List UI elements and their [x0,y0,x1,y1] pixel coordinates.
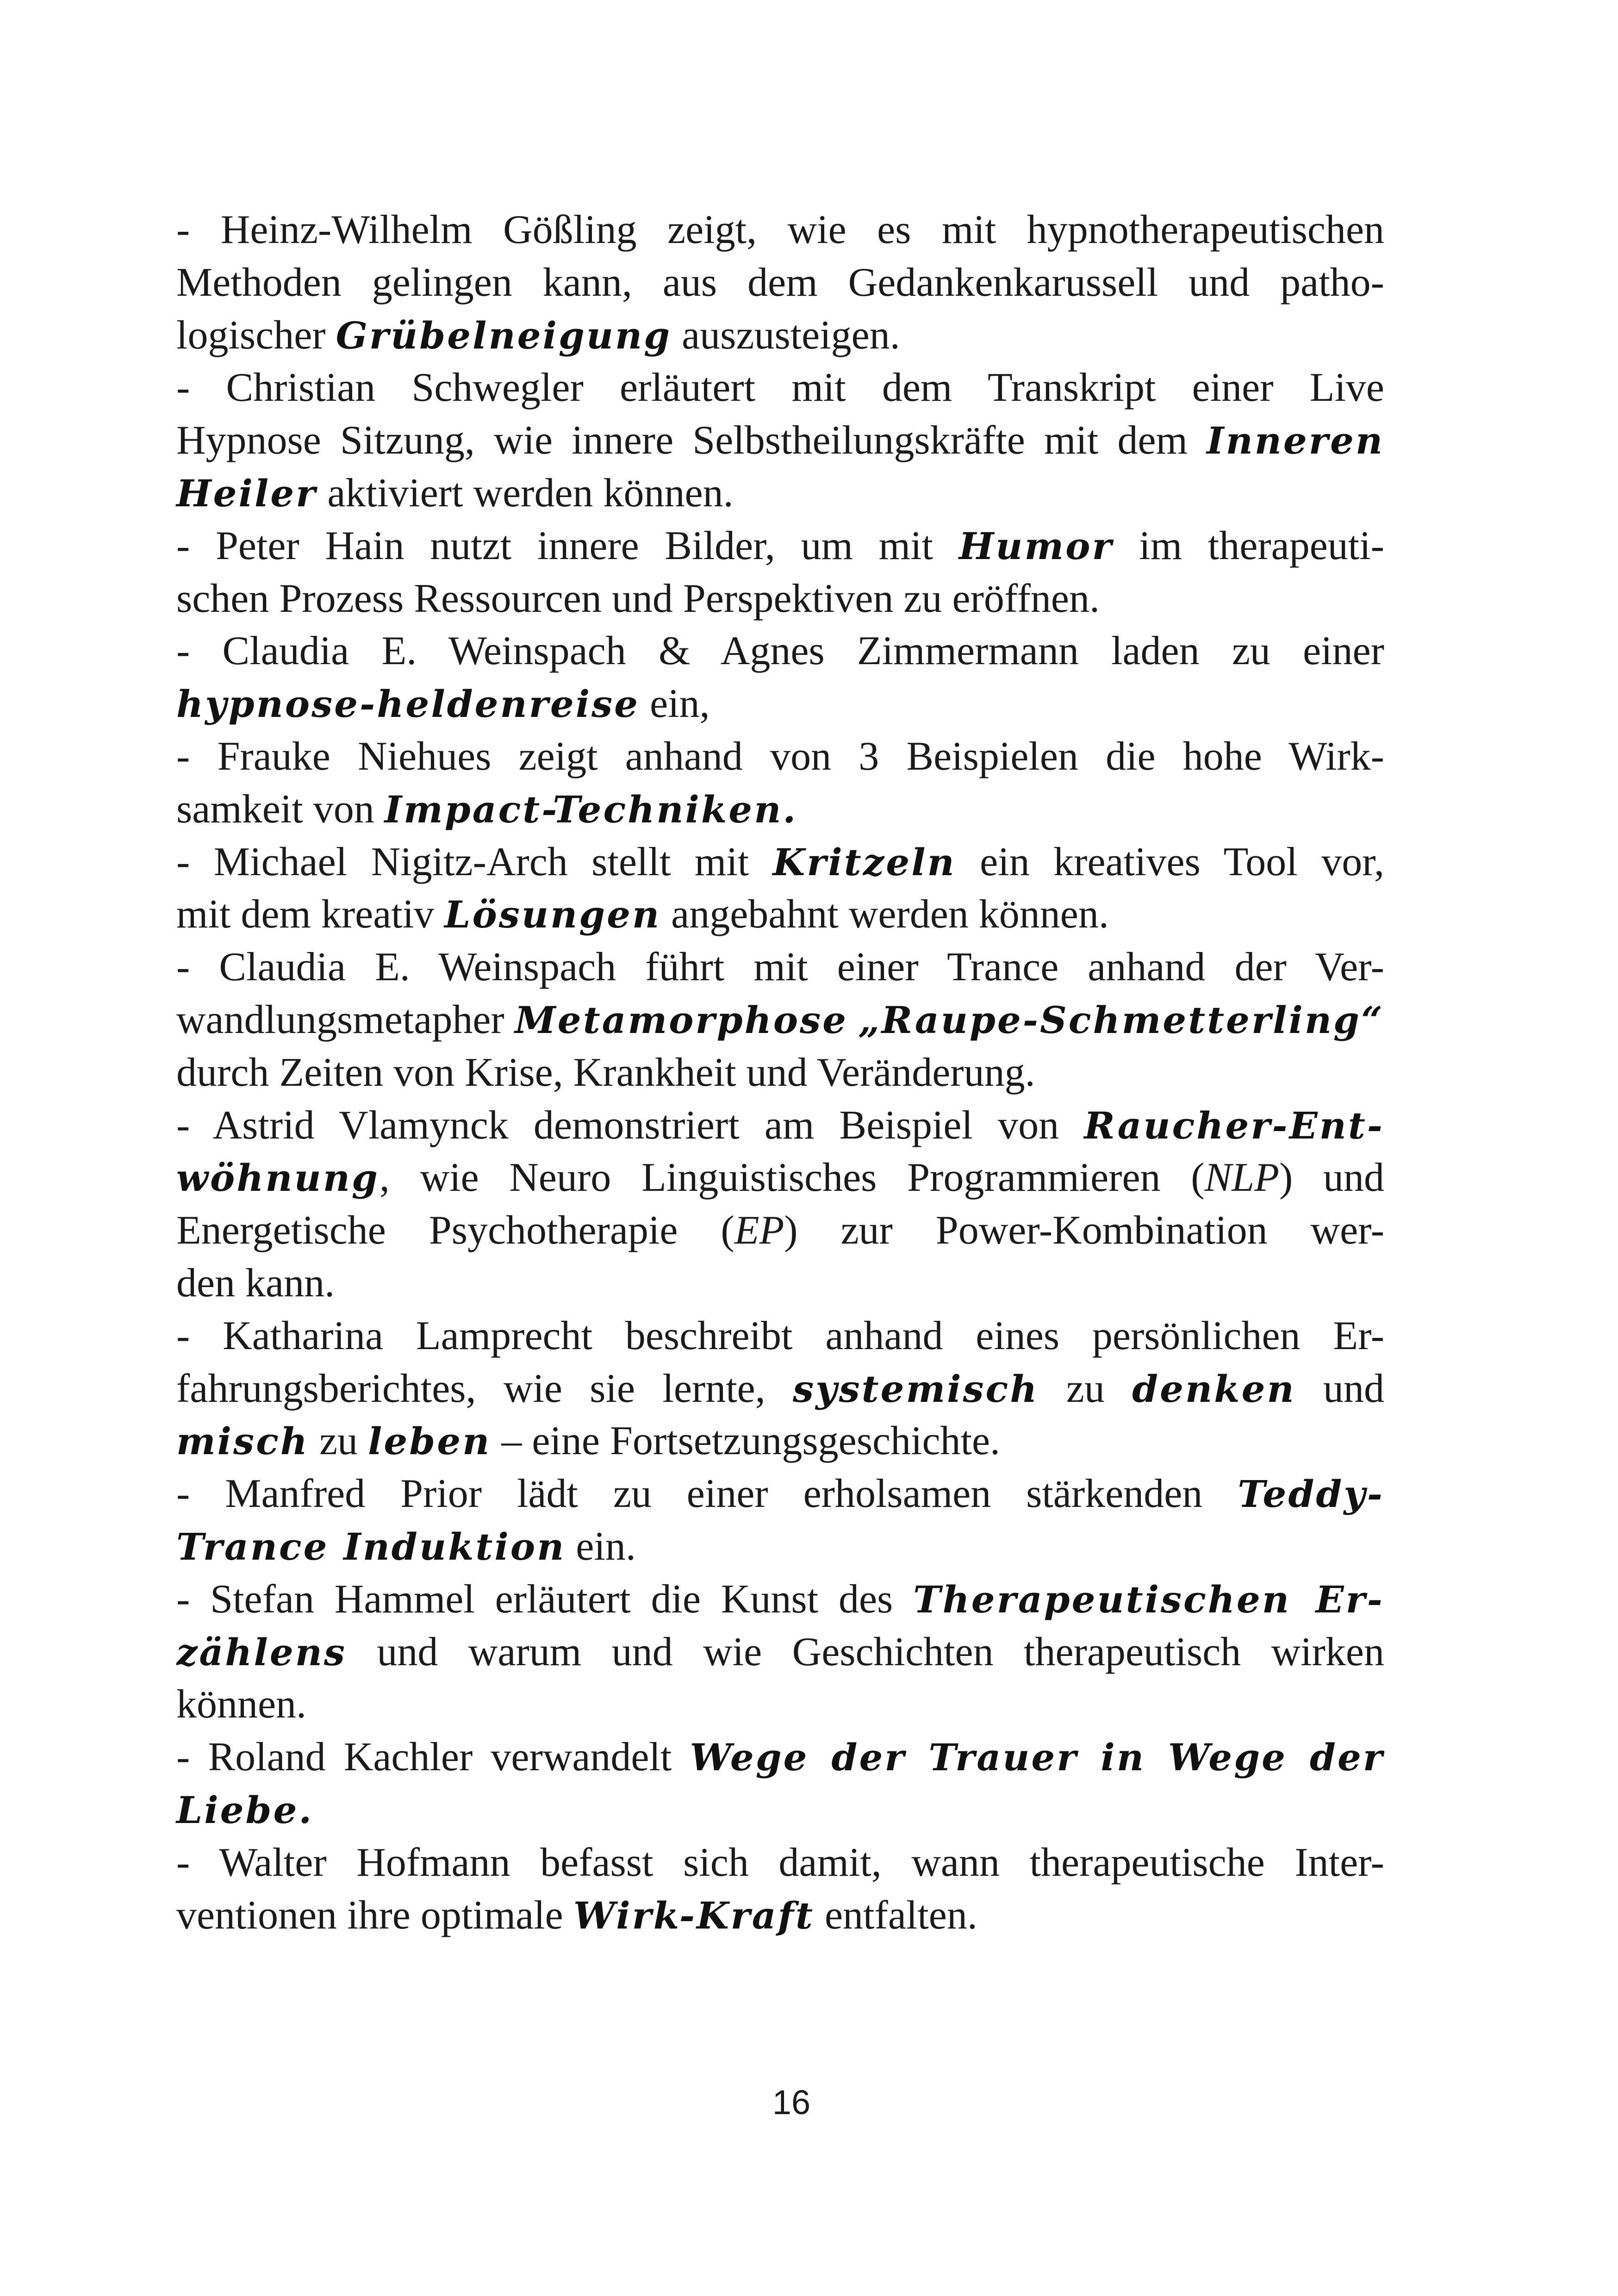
emphasized-term: Liebe. [176,1788,314,1832]
text-segment: wandlungsmetapher [176,997,515,1042]
emphasized-term: Metamorphose [515,998,848,1042]
text-line [176,1731,1384,1784]
emphasized-term: Grübelneigung [336,313,672,357]
emphasized-term: Wirk-Kraft [573,1893,815,1937]
text-segment: zu [1039,1366,1133,1411]
text-line [176,467,1384,520]
text-line [176,520,1384,572]
text-segment: mit dem kreativ [176,892,445,937]
emphasized-term: systemisch [793,1367,1039,1411]
text-line [176,361,1384,414]
text-line [176,783,1384,836]
text-line [176,1310,1384,1363]
text-segment: - Katharina Lamprecht beschreibt anhand eines persönlichen Er- [176,1313,1384,1358]
text-line [176,1099,1384,1152]
text-segment: – eine Fortsetzungsgeschichte. [491,1419,1001,1464]
text-segment: ein, [640,681,710,727]
text-segment: den kann. [176,1261,335,1306]
emphasized-term: „Raupe-Schmetterling“ [858,998,1384,1042]
text-line [176,414,1384,467]
text-segment: aktiviert werden können. [317,471,734,516]
text-line [176,1415,1384,1468]
emphasized-term: Trance Induktion [176,1525,566,1568]
text-line [176,1151,1384,1204]
text-line [176,1204,1384,1257]
emphasized-term: Lösungen [444,893,661,937]
emphasized-term: Humor [958,524,1114,568]
text-line [176,888,1384,941]
text-line [176,256,1384,309]
text-segment: - Peter Hain nutzt innere Bilder, um mit [176,523,959,568]
text-segment: und warum und wie Geschichten therapeutisch wirken [346,1629,1384,1674]
emphasized-term: Teddy- [1238,1472,1384,1516]
text-segment: zu [309,1419,368,1464]
text-line [176,994,1384,1046]
text-line [176,1889,1384,1942]
text-line [176,1363,1384,1415]
text-line [176,1626,1384,1679]
text-line [176,1046,1384,1099]
text-line [176,1468,1384,1520]
text-segment: - Walter Hofmann befasst sich damit, wann therapeutische Inter- [176,1840,1384,1885]
text-line [176,1520,1384,1573]
text-segment: logischer [176,312,336,358]
text-line [176,572,1384,625]
text-segment: samkeit von [176,786,385,832]
text-line [176,941,1384,994]
emphasized-term: Heiler [176,472,317,515]
text-segment: schen Prozess Ressourcen und Perspektiven zu eröffnen. [176,576,1100,621]
emphasized-term: Inneren [1207,419,1384,463]
text-line [176,836,1384,889]
text-segment: Methoden gelingen kann, aus dem Gedankenkarussell und patho- [176,260,1384,305]
page-number: 16 [772,2083,811,2122]
text-segment: - Roland Kachler verwandelt [176,1735,690,1780]
emphasized-term: hypnose-heldenreise [176,682,640,726]
text-segment: , wie Neuro Linguistisches Programmieren ( [379,1155,1205,1201]
text-segment: - Heinz-Wilhelm Gößling zeigt, wie es mit hypnotherapeutischen [176,207,1384,252]
text-line [176,309,1384,362]
text-line [176,1836,1384,1889]
text-segment: - Christian Schwegler erläutert mit dem Transkript einer Live [176,365,1384,411]
text-segment: - Claudia E. Weinspach führt mit einer Trance anhand der Ver- [176,945,1384,990]
emphasized-term: EP [734,1208,784,1253]
text-segment: Energetische Psychotherapie ( [176,1208,734,1253]
text-segment: - Manfred Prior lädt zu einer erholsamen stärkenden [176,1471,1238,1517]
text-segment [848,997,859,1042]
text-segment: im therapeuti- [1113,523,1384,568]
text-segment: ein kreatives Tool vor, [956,839,1384,884]
text-segment: durch Zeiten von Krise, Krankheit und Veränderung. [176,1050,1035,1095]
text-segment: ein. [566,1524,636,1569]
text-line [176,625,1384,678]
text-segment: angebahnt werden können. [661,892,1109,937]
emphasized-term: Impact-Techniken. [384,787,798,831]
text-line [176,1678,1384,1731]
text-segment: auszusteigen. [672,312,900,358]
text-segment: entfalten. [815,1892,977,1938]
text-segment: - Frauke Niehues zeigt anhand von 3 Beispielen die hohe Wirk- [176,734,1384,779]
emphasized-term: NLP [1204,1155,1279,1201]
text-line [176,1784,1384,1836]
text-segment: ) und [1279,1155,1384,1201]
text-segment: ) zur Power-Kombination wer- [784,1208,1384,1253]
emphasized-term: Kritzeln [772,840,956,884]
text-segment: und [1295,1366,1384,1411]
emphasized-term: Wege der Trauer in Wege der [690,1736,1384,1780]
text-segment: - Michael Nigitz-Arch stellt mit [176,839,773,884]
text-line [176,1573,1384,1626]
emphasized-term: Raucher-Ent- [1084,1103,1384,1147]
text-segment: ventionen ihre optimale [176,1892,573,1938]
text-segment: können. [176,1682,307,1727]
text-line [176,678,1384,730]
text-line [176,204,1384,256]
emphasized-term: zählens [176,1630,347,1674]
text-segment: Hypnose Sitzung, wie innere Selbstheilungskräfte mit dem [176,418,1207,463]
emphasized-term: wöhnung [176,1156,380,1200]
text-segment: - Astrid Vlamynck demonstriert am Beispiel von [176,1102,1084,1148]
text-line [176,730,1384,783]
text-segment: fahrungsberichtes, wie sie lernte, [176,1366,793,1411]
emphasized-term: leben [368,1419,492,1463]
text-line [176,1257,1384,1310]
emphasized-term: misch [176,1419,309,1463]
emphasized-term: Therapeutischen Er- [913,1577,1384,1621]
emphasized-term: denken [1132,1367,1296,1411]
text-segment: - Claudia E. Weinspach & Agnes Zimmermann laden zu einer [176,628,1384,674]
text-segment: - Stefan Hammel erläutert die Kunst des [176,1576,914,1622]
